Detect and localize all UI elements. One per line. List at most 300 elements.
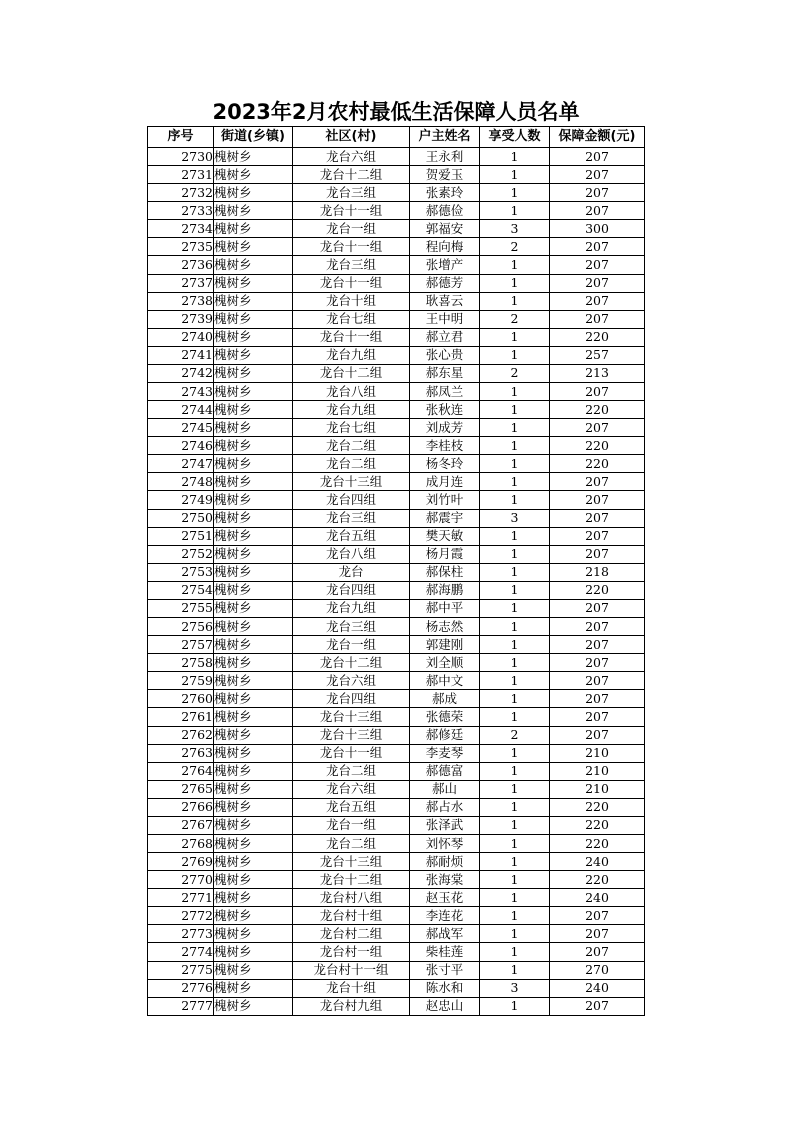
cell-persons: 1 [480,654,550,672]
table-row [148,744,645,762]
table-row [148,491,645,509]
cell-seq: 2767 [148,816,214,834]
cell-persons: 1 [480,184,550,202]
cell-community: 龙台七组 [293,310,410,328]
cell-persons: 1 [480,599,550,617]
cell-community: 龙台十三组 [293,473,410,491]
cell-community: 龙台八组 [293,383,410,401]
cell-amount: 240 [550,979,645,997]
cell-seq: 2764 [148,762,214,780]
cell-seq: 2741 [148,346,214,364]
cell-community: 龙台四组 [293,581,410,599]
cell-seq: 2757 [148,636,214,654]
column-header-street: 街道(乡镇) [214,127,293,148]
cell-seq: 2743 [148,383,214,401]
cell-street: 槐树乡 [214,527,293,545]
page-title: 2023年2月农村最低生活保障人员名单 [212,100,580,124]
cell-community: 龙台十组 [293,292,410,310]
cell-household-head: 张寸平 [410,961,480,979]
cell-street: 槐树乡 [214,636,293,654]
table-header [148,127,645,148]
cell-street: 槐树乡 [214,744,293,762]
cell-street: 槐树乡 [214,509,293,527]
cell-community: 龙台一组 [293,816,410,834]
table-row [148,563,645,581]
cell-amount: 207 [550,148,645,166]
column-header-amount: 保障金额(元) [550,127,645,148]
cell-amount: 207 [550,726,645,744]
cell-amount: 207 [550,997,645,1015]
cell-seq: 2762 [148,726,214,744]
table-row [148,292,645,310]
cell-seq: 2745 [148,419,214,437]
cell-persons: 3 [480,509,550,527]
cell-street: 槐树乡 [214,220,293,238]
cell-household-head: 赵忠山 [410,997,480,1015]
cell-household-head: 张泽武 [410,816,480,834]
cell-persons: 1 [480,256,550,274]
cell-persons: 1 [480,997,550,1015]
cell-amount: 210 [550,762,645,780]
cell-persons: 1 [480,907,550,925]
cell-amount: 218 [550,563,645,581]
table-row [148,383,645,401]
cell-seq: 2731 [148,166,214,184]
cell-seq: 2730 [148,148,214,166]
cell-seq: 2732 [148,184,214,202]
cell-persons: 1 [480,889,550,907]
cell-household-head: 郝山 [410,780,480,798]
cell-household-head: 郝保柱 [410,563,480,581]
cell-household-head: 郝耐烦 [410,853,480,871]
cell-household-head: 李麦琴 [410,744,480,762]
cell-community: 龙台三组 [293,256,410,274]
table-row [148,545,645,563]
table-row [148,148,645,166]
cell-seq: 2751 [148,527,214,545]
cell-persons: 2 [480,364,550,382]
cell-street: 槐树乡 [214,654,293,672]
cell-household-head: 郝战军 [410,925,480,943]
cell-persons: 1 [480,346,550,364]
table-row [148,654,645,672]
cell-community: 龙台三组 [293,509,410,527]
cell-seq: 2770 [148,871,214,889]
column-header-persons: 享受人数 [480,127,550,148]
table-row [148,509,645,527]
cell-street: 槐树乡 [214,943,293,961]
table-row [148,690,645,708]
table-row [148,599,645,617]
cell-amount: 207 [550,545,645,563]
cell-street: 槐树乡 [214,148,293,166]
cell-household-head: 杨冬玲 [410,455,480,473]
table-row [148,455,645,473]
cell-household-head: 樊天敏 [410,527,480,545]
column-header-household-head: 户主姓名 [410,127,480,148]
cell-street: 槐树乡 [214,238,293,256]
cell-persons: 1 [480,527,550,545]
cell-community: 龙台一组 [293,220,410,238]
cell-amount: 207 [550,654,645,672]
cell-amount: 207 [550,274,645,292]
cell-community: 龙台二组 [293,455,410,473]
table-row [148,473,645,491]
cell-community: 龙台六组 [293,672,410,690]
cell-persons: 1 [480,780,550,798]
cell-seq: 2771 [148,889,214,907]
cell-street: 槐树乡 [214,708,293,726]
cell-amount: 207 [550,527,645,545]
cell-community: 龙台十一组 [293,202,410,220]
cell-household-head: 郝中平 [410,599,480,617]
cell-household-head: 柴桂莲 [410,943,480,961]
cell-amount: 207 [550,383,645,401]
cell-amount: 220 [550,834,645,852]
cell-street: 槐树乡 [214,798,293,816]
cell-seq: 2769 [148,853,214,871]
cell-persons: 1 [480,871,550,889]
cell-street: 槐树乡 [214,401,293,419]
cell-street: 槐树乡 [214,853,293,871]
cell-community: 龙台村十组 [293,907,410,925]
table-row [148,437,645,455]
cell-community: 龙台村二组 [293,925,410,943]
cell-community: 龙台村九组 [293,997,410,1015]
table-row [148,328,645,346]
cell-street: 槐树乡 [214,581,293,599]
cell-household-head: 程向梅 [410,238,480,256]
cell-seq: 2775 [148,961,214,979]
cell-community: 龙台十一组 [293,744,410,762]
cell-amount: 207 [550,184,645,202]
cell-persons: 1 [480,401,550,419]
cell-household-head: 陈水和 [410,979,480,997]
cell-street: 槐树乡 [214,166,293,184]
cell-household-head: 郝震宇 [410,509,480,527]
cell-amount: 207 [550,238,645,256]
column-header-community: 社区(村) [293,127,410,148]
cell-persons: 1 [480,708,550,726]
cell-street: 槐树乡 [214,455,293,473]
cell-seq: 2773 [148,925,214,943]
cell-household-head: 刘成芳 [410,419,480,437]
cell-persons: 3 [480,220,550,238]
table-row [148,997,645,1015]
cell-household-head: 张心贵 [410,346,480,364]
cell-persons: 1 [480,166,550,184]
cell-household-head: 王中明 [410,310,480,328]
cell-household-head: 张秋连 [410,401,480,419]
cell-amount: 220 [550,871,645,889]
cell-community: 龙台三组 [293,184,410,202]
table-row [148,238,645,256]
cell-street: 槐树乡 [214,545,293,563]
cell-amount: 207 [550,618,645,636]
cell-household-head: 郝中文 [410,672,480,690]
cell-community: 龙台二组 [293,834,410,852]
cell-household-head: 郝海鹏 [410,581,480,599]
cell-household-head: 李桂枝 [410,437,480,455]
cell-household-head: 贺爱玉 [410,166,480,184]
cell-household-head: 耿喜云 [410,292,480,310]
cell-household-head: 郭福安 [410,220,480,238]
cell-persons: 2 [480,726,550,744]
cell-street: 槐树乡 [214,346,293,364]
cell-household-head: 王永利 [410,148,480,166]
cell-amount: 207 [550,599,645,617]
cell-persons: 1 [480,202,550,220]
cell-street: 槐树乡 [214,292,293,310]
cell-persons: 1 [480,328,550,346]
cell-seq: 2739 [148,310,214,328]
table-row [148,636,645,654]
cell-street: 槐树乡 [214,672,293,690]
cell-seq: 2748 [148,473,214,491]
cell-seq: 2760 [148,690,214,708]
cell-household-head: 张增产 [410,256,480,274]
cell-household-head: 郝凤兰 [410,383,480,401]
cell-community: 龙台十二组 [293,654,410,672]
cell-seq: 2740 [148,328,214,346]
cell-community: 龙台四组 [293,690,410,708]
cell-seq: 2759 [148,672,214,690]
cell-street: 槐树乡 [214,925,293,943]
cell-household-head: 张素玲 [410,184,480,202]
table-row [148,364,645,382]
cell-persons: 1 [480,455,550,473]
cell-persons: 1 [480,943,550,961]
cell-amount: 207 [550,943,645,961]
cell-community: 龙台四组 [293,491,410,509]
table-row [148,798,645,816]
cell-street: 槐树乡 [214,383,293,401]
cell-amount: 213 [550,364,645,382]
cell-persons: 1 [480,491,550,509]
cell-community: 龙台十一组 [293,238,410,256]
cell-amount: 207 [550,256,645,274]
cell-persons: 1 [480,618,550,636]
table-row [148,780,645,798]
cell-amount: 207 [550,310,645,328]
cell-street: 槐树乡 [214,256,293,274]
cell-amount: 220 [550,455,645,473]
cell-household-head: 郝立君 [410,328,480,346]
cell-street: 槐树乡 [214,997,293,1015]
cell-persons: 1 [480,816,550,834]
cell-street: 槐树乡 [214,599,293,617]
cell-household-head: 刘怀琴 [410,834,480,852]
cell-persons: 1 [480,762,550,780]
cell-amount: 207 [550,509,645,527]
cell-household-head: 张德荣 [410,708,480,726]
cell-seq: 2774 [148,943,214,961]
table-row [148,346,645,364]
cell-community: 龙台七组 [293,419,410,437]
table-row [148,672,645,690]
cell-persons: 1 [480,473,550,491]
cell-persons: 1 [480,419,550,437]
cell-street: 槐树乡 [214,202,293,220]
cell-amount: 220 [550,401,645,419]
cell-household-head: 刘全顺 [410,654,480,672]
cell-persons: 1 [480,798,550,816]
table-row [148,943,645,961]
cell-seq: 2756 [148,618,214,636]
cell-community: 龙台村十一组 [293,961,410,979]
cell-seq: 2749 [148,491,214,509]
cell-amount: 220 [550,798,645,816]
cell-household-head: 郝德富 [410,762,480,780]
table-row [148,220,645,238]
cell-household-head: 郝东星 [410,364,480,382]
table-row [148,527,645,545]
cell-amount: 220 [550,328,645,346]
cell-household-head: 杨月霞 [410,545,480,563]
cell-household-head: 郝成 [410,690,480,708]
column-header-seq: 序号 [148,127,214,148]
cell-street: 槐树乡 [214,816,293,834]
cell-seq: 2766 [148,798,214,816]
cell-street: 槐树乡 [214,961,293,979]
cell-seq: 2768 [148,834,214,852]
cell-household-head: 郝德俭 [410,202,480,220]
cell-community: 龙台二组 [293,762,410,780]
cell-street: 槐树乡 [214,871,293,889]
table-row [148,871,645,889]
cell-amount: 240 [550,889,645,907]
table-row [148,310,645,328]
cell-seq: 2750 [148,509,214,527]
cell-amount: 207 [550,292,645,310]
cell-seq: 2742 [148,364,214,382]
cell-household-head: 张海棠 [410,871,480,889]
cell-community: 龙台十二组 [293,871,410,889]
cell-seq: 2744 [148,401,214,419]
table-row [148,816,645,834]
cell-community: 龙台 [293,563,410,581]
cell-seq: 2753 [148,563,214,581]
cell-amount: 207 [550,690,645,708]
cell-amount: 300 [550,220,645,238]
cell-seq: 2761 [148,708,214,726]
cell-street: 槐树乡 [214,473,293,491]
cell-street: 槐树乡 [214,889,293,907]
cell-street: 槐树乡 [214,364,293,382]
cell-amount: 210 [550,780,645,798]
cell-seq: 2746 [148,437,214,455]
cell-street: 槐树乡 [214,328,293,346]
cell-persons: 2 [480,310,550,328]
cell-community: 龙台三组 [293,618,410,636]
table-row [148,256,645,274]
cell-persons: 1 [480,961,550,979]
cell-community: 龙台六组 [293,148,410,166]
cell-street: 槐树乡 [214,419,293,437]
cell-seq: 2777 [148,997,214,1015]
cell-amount: 220 [550,816,645,834]
cell-persons: 1 [480,563,550,581]
cell-amount: 220 [550,437,645,455]
table-row [148,581,645,599]
cell-community: 龙台五组 [293,798,410,816]
cell-amount: 257 [550,346,645,364]
cell-persons: 1 [480,925,550,943]
cell-seq: 2734 [148,220,214,238]
table-body [148,148,645,1016]
cell-street: 槐树乡 [214,979,293,997]
cell-persons: 1 [480,545,550,563]
table-row [148,889,645,907]
table-row [148,618,645,636]
header-row [148,127,645,148]
cell-street: 槐树乡 [214,726,293,744]
cell-seq: 2765 [148,780,214,798]
cell-community: 龙台十二组 [293,166,410,184]
cell-amount: 207 [550,636,645,654]
cell-community: 龙台十三组 [293,853,410,871]
cell-community: 龙台八组 [293,545,410,563]
cell-persons: 1 [480,292,550,310]
cell-persons: 1 [480,581,550,599]
cell-community: 龙台二组 [293,437,410,455]
table-row [148,401,645,419]
cell-community: 龙台九组 [293,346,410,364]
cell-seq: 2747 [148,455,214,473]
table-row [148,726,645,744]
cell-amount: 207 [550,708,645,726]
cell-amount: 207 [550,166,645,184]
cell-persons: 1 [480,148,550,166]
cell-amount: 207 [550,907,645,925]
cell-household-head: 赵玉花 [410,889,480,907]
table-row [148,762,645,780]
table-row [148,961,645,979]
cell-community: 龙台六组 [293,780,410,798]
cell-persons: 1 [480,744,550,762]
cell-community: 龙台一组 [293,636,410,654]
table-row [148,274,645,292]
cell-household-head: 李连花 [410,907,480,925]
cell-seq: 2737 [148,274,214,292]
cell-community: 龙台五组 [293,527,410,545]
cell-street: 槐树乡 [214,310,293,328]
cell-persons: 1 [480,274,550,292]
cell-persons: 1 [480,834,550,852]
cell-persons: 1 [480,853,550,871]
cell-street: 槐树乡 [214,907,293,925]
cell-community: 龙台十组 [293,979,410,997]
cell-seq: 2733 [148,202,214,220]
cell-amount: 210 [550,744,645,762]
cell-amount: 207 [550,473,645,491]
table-row [148,979,645,997]
cell-amount: 270 [550,961,645,979]
cell-persons: 1 [480,383,550,401]
table-row [148,184,645,202]
cell-community: 龙台九组 [293,401,410,419]
cell-persons: 2 [480,238,550,256]
cell-community: 龙台十三组 [293,726,410,744]
cell-community: 龙台十一组 [293,328,410,346]
table-row [148,419,645,437]
cell-street: 槐树乡 [214,184,293,202]
cell-street: 槐树乡 [214,274,293,292]
cell-street: 槐树乡 [214,834,293,852]
cell-seq: 2736 [148,256,214,274]
cell-community: 龙台九组 [293,599,410,617]
cell-household-head: 郝修廷 [410,726,480,744]
